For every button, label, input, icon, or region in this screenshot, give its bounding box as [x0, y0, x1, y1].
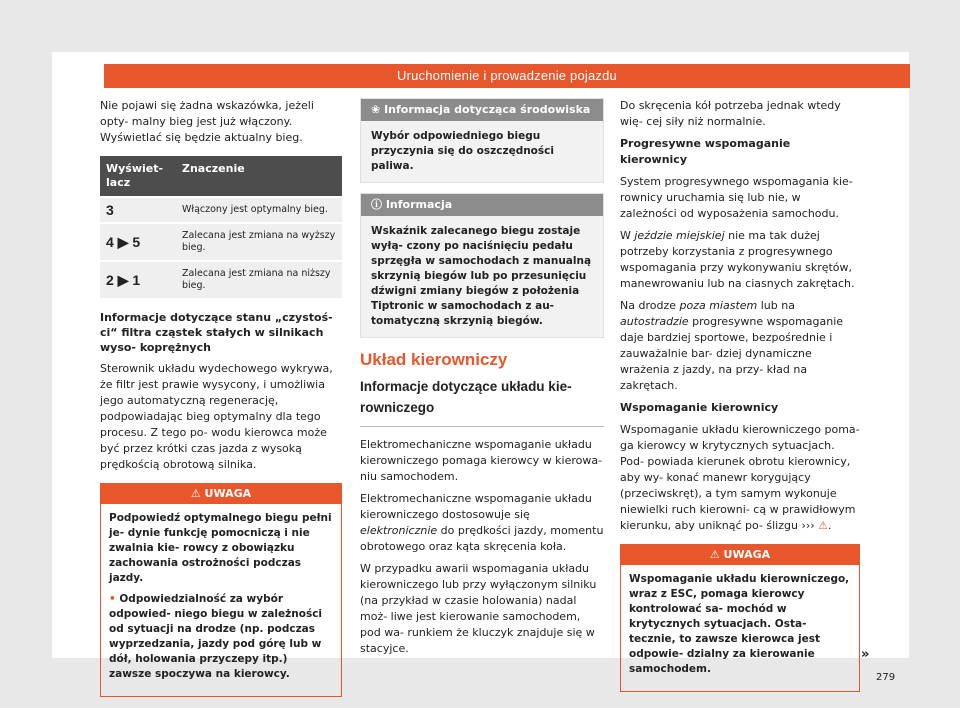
warning-triangle-icon: ⚠ [709, 548, 720, 561]
intro-paragraph: Nie pojawi się żadna wskazówka, jeżeli opty- malny bieg jest już włączony. Wyświetlać się będzie aktualny bieg. [100, 99, 314, 144]
warning-text: Podpowiedź optymalnego biegu pełni je- dynie funkcję pomocniczą i nie zwalnia kie- rowcy z obowiązku zachowania ostrożności podczas jazdy. [109, 512, 332, 584]
steering-paragraph-1: Elektromechaniczne wspomaganie układu kierowniczego pomaga kierowcy w kierowa- niu samochodem. [360, 438, 603, 483]
manual-page [52, 52, 909, 683]
section-title: Układ kierowniczy [360, 350, 508, 369]
bullet-icon: • [109, 593, 116, 605]
assist-heading: Wspomaganie kierownicy [620, 401, 779, 414]
arrow-right-icon: ▶ [117, 234, 129, 250]
warning-triangle-icon: ⚠ [818, 519, 829, 532]
table-row [100, 261, 342, 298]
info-header: ⓘ Informacja [361, 194, 603, 216]
progressive-heading: Progresywne wspomaganie kierownicy [620, 137, 791, 166]
page-number: 279 [876, 672, 896, 683]
paragraph-2: System progresywnego wspomagania kie- rownicy uruchamia się lub nie, w zależności od wyposażenia samochodu. [620, 175, 853, 220]
info-text: Wskaźnik zalecanego biegu zostaje wyłą- czony po naciśnięciu pedału sprzęgła w samochodach z manualną skrzynią biegów lub po przesunięciu dźwigni zmiany biegów z położenia Tiptronic w samochodach z au- tomatyczną skrzynią biegów. [361, 216, 603, 337]
environment-box [360, 98, 604, 183]
column-right [620, 98, 860, 692]
column-left [100, 98, 342, 697]
cross-reference-link[interactable]: ››› [801, 519, 815, 532]
subsection-title: Informacje dotyczące układu kie- rowniczego [360, 376, 604, 427]
gear-meaning: Zalecana jest zmiana na niższy bieg. [176, 261, 342, 298]
gear-symbol: 3 [100, 197, 176, 223]
filter-heading: Informacje dotyczące stanu „czystoś- ci“ filtra cząstek stałych w silnikach wyso- koprężnych [100, 311, 333, 354]
environment-text: Wybór odpowiedniego biegu przyczynia się do oszczędności paliwa. [361, 121, 603, 182]
warning-triangle-icon: ⚠ [190, 487, 201, 500]
steering-paragraph-2: Elektromechaniczne wspomaganie układu kierowniczego dostosowuje się elektronicznie do prędkości jazdy, momentu obrotowego oraz kąta skręcenia koła. [360, 492, 604, 553]
paragraph-1: Do skręcenia kół potrzeba jednak wtedy wię- cej siły niż normalnie. [620, 99, 841, 128]
filter-paragraph: Sterownik układu wydechowego wykrywa, że filtr jest prawie wysycony, i umożliwia jego automatyczną regenerację, podpowiadając bieg optymalny dla tego procesu. Z tego po- wodu kierowca może być przez krótki czas jazda z wysoką prędkością obrotową silnika. [100, 362, 333, 471]
gear-meaning: Włączony jest optymalny bieg. [176, 197, 342, 223]
table-header-display: Wyświet- lacz [100, 156, 176, 197]
info-box [360, 193, 604, 338]
environment-header: ❀ Informacja dotycząca środowiska [361, 99, 603, 121]
warning-bullet: • Odpowiedzialność za wybór odpowied- niego biegu w zależności od sytuacji na drodze (np. podczas wyprzedzania, jazdy pod górę lub w dół, holowania przyczepy itp.) zawsze spoczywa na kierowcy. [109, 593, 323, 680]
gear-symbol: 4 ▶ 5 [100, 223, 176, 261]
warning-header: ⚠ UWAGA [101, 484, 341, 504]
warning-box [620, 544, 860, 692]
table-row [100, 223, 342, 261]
warning-text: Wspomaganie układu kierowniczego, wraz z ESC, pomaga kierowcy kontrolować sa- mochód w krytycznych sytuacjach. Osta- tecznie, to zawsze kierowca jest odpowie- dzialny za kierowanie samochodem. [629, 573, 850, 675]
chapter-header: Uruchomienie i prowadzenie pojazdu [104, 64, 910, 88]
paragraph-4: Na drodze poza miastem lub na autostradzie progresywne wspomaganie daje bardziej sportowe, bezpośrednie i zauważalnie bar- dziej dynamiczne wrażenia z jazdy, na przy- kład na zakrętach. [620, 299, 844, 392]
gear-symbol: 2 ▶ 1 [100, 261, 176, 298]
warning-box [100, 483, 342, 697]
arrow-right-icon: ▶ [117, 272, 129, 288]
continue-marker: » [861, 647, 870, 662]
paragraph-3: W jeździe miejskiej nie ma tak dużej potrzeby korzystania z progresywnego wspomagania przy wykonywaniu skrętów, manewrowaniu lub na ciasnych zakrętach. [620, 229, 855, 290]
warning-header: ⚠ UWAGA [621, 545, 859, 565]
paragraph-5: Wspomaganie układu kierowniczego poma- ga kierowcy w krytycznych sytuacjach. Pod- powiada kierunek obrotu kierownicy, aby wy- konać manewr korygujący (przeciwskręt), a tym samym wykonuje niewielki ruch kierowni- cą w prawidłowym kierunku, aby uniknąć po- ślizgu ››› ⚠. [620, 423, 860, 532]
table-header-meaning: Znaczenie [176, 156, 342, 197]
gear-indicator-table [100, 156, 342, 298]
steering-paragraph-3: W przypadku awarii wspomagania układu kierowniczego lub przy wyłączonym silniku (na przykład w czasie holowania) nadal moż- liwe jest kierowanie samochodem, pod wa- runkiem że kluczyk znajduje się w stacyjce. [360, 562, 597, 655]
gear-meaning: Zalecana jest zmiana na wyższy bieg. [176, 223, 342, 261]
column-middle [360, 98, 604, 663]
info-icon: ⓘ [371, 198, 382, 211]
table-row [100, 197, 342, 223]
flower-icon: ❀ [371, 103, 381, 116]
